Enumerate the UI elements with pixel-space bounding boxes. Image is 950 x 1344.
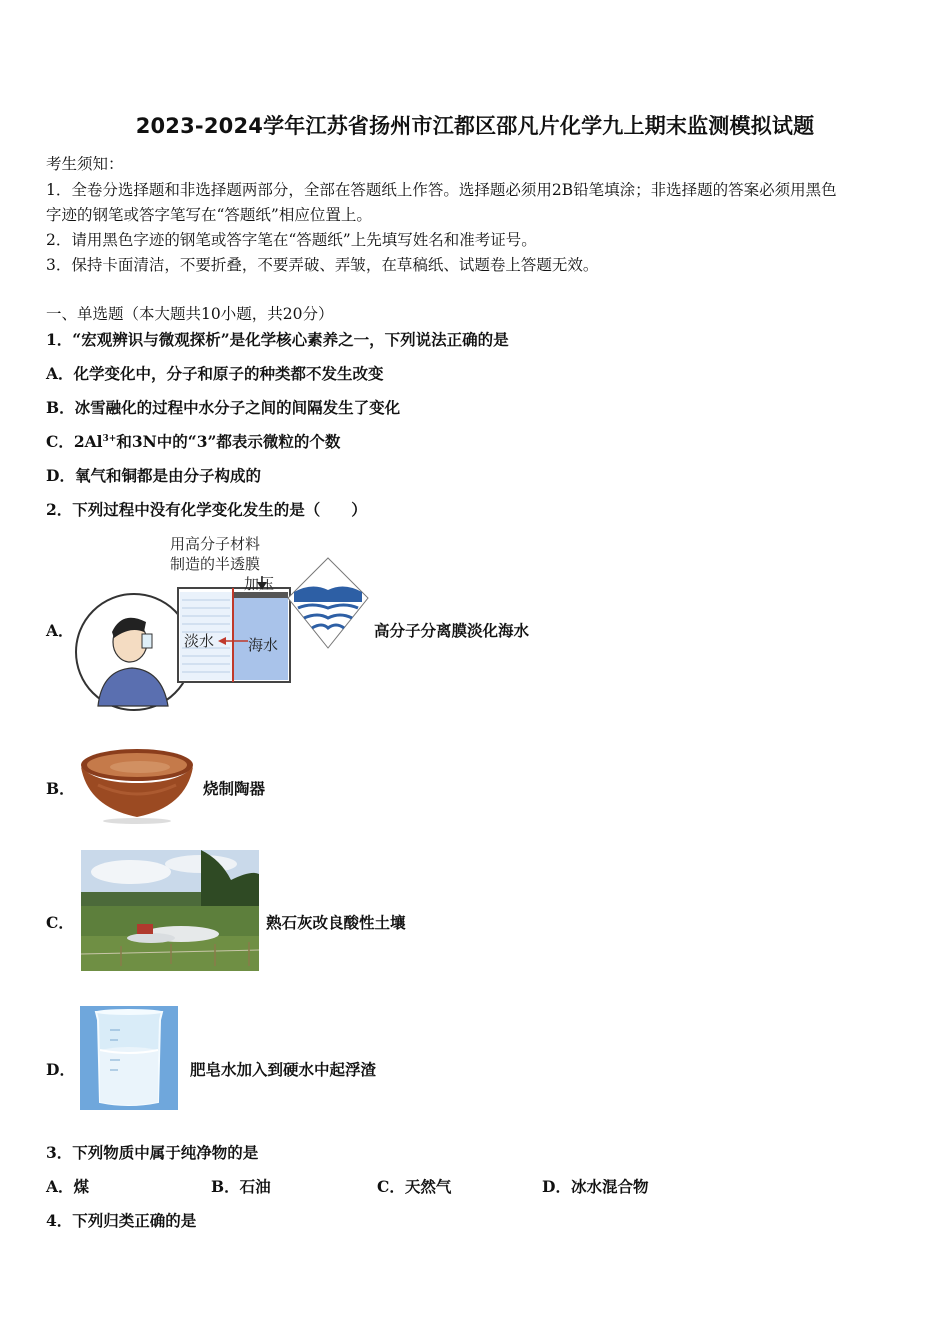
q1-option-c-pre: C．2Al — [46, 432, 103, 451]
q2-option-a-text: 高分子分离膜淡化海水 — [374, 621, 530, 640]
farmland-lime-image — [81, 850, 259, 971]
q3-stem: 3．下列物质中属于纯净物的是 — [46, 1143, 259, 1162]
q2-option-a-letter: A． — [46, 621, 74, 640]
desalination-label-pressure: 加压 — [244, 575, 275, 593]
notice-line-2: 2．请用黑色字迹的钢笔或答字笔在“答题纸”上先填写姓名和准考证号。 — [46, 231, 537, 249]
notice-line-1b: 字迹的钢笔或答字笔写在“答题纸”相应位置上。 — [46, 206, 372, 224]
notice-line-3: 3．保持卡面清洁，不要折叠，不要弄破、弄皱，在草稿纸、试题卷上答题无效。 — [46, 256, 599, 274]
q3-option-d: D．冰水混合物 — [542, 1177, 649, 1196]
beaker-image — [80, 1006, 178, 1110]
section-heading: 一、单选题（本大题共10小题，共20分） — [46, 305, 334, 323]
desalination-label-1: 用高分子材料 — [170, 535, 261, 553]
q2-option-b-text: 烧制陶器 — [203, 779, 266, 798]
q3-option-c: C．天然气 — [377, 1177, 452, 1196]
q1-option-b: B．冰雪融化的过程中水分子之间的间隔发生了变化 — [46, 398, 401, 417]
q1-option-c-post: 和3N中的“3”都表示微粒的个数 — [116, 432, 341, 451]
notice-heading: 考生须知： — [46, 155, 124, 173]
q2-option-d-text: 肥皂水加入到硬水中起浮渣 — [190, 1060, 377, 1079]
q1-option-d: D．氧气和铜都是由分子构成的 — [46, 466, 261, 485]
q1-option-c-sup: 3+ — [102, 434, 117, 444]
page-title: 2023-2024学年江苏省扬州市江都区邵凡片化学九上期末监测模拟试题 — [135, 114, 815, 138]
q1-option-c — [46, 430, 340, 452]
q3-option-b: B．石油 — [211, 1177, 271, 1196]
q1-stem: 1．“宏观辨识与微观探析”是化学核心素养之一，下列说法正确的是 — [46, 330, 509, 349]
q4-stem: 4．下列归类正确的是 — [46, 1211, 197, 1230]
q3-option-a: A．煤 — [46, 1177, 90, 1196]
q2-option-b-letter: B． — [46, 779, 75, 798]
desalination-illustration — [72, 530, 372, 720]
desalination-sea-water: 海水 — [248, 636, 279, 654]
notice-line-1a: 1．全卷分选择题和非选择题两部分，全部在答题纸上作答。选择题必须用2B铅笔填涂；非选择题的答案必须用黑色 — [46, 181, 837, 199]
q2-option-c-text: 熟石灰改良酸性土壤 — [266, 913, 406, 932]
q2-option-c-letter: C． — [46, 913, 74, 932]
q2-option-d-letter: D． — [46, 1060, 75, 1079]
q2-stem: 2．下列过程中没有化学变化发生的是（ ） — [46, 500, 367, 519]
desalination-label-2: 制造的半透膜 — [170, 555, 261, 573]
q1-option-a: A．化学变化中，分子和原子的种类都不发生改变 — [46, 364, 384, 383]
pottery-bowl-image — [78, 745, 196, 825]
desalination-fresh-water: 淡水 — [184, 632, 215, 650]
